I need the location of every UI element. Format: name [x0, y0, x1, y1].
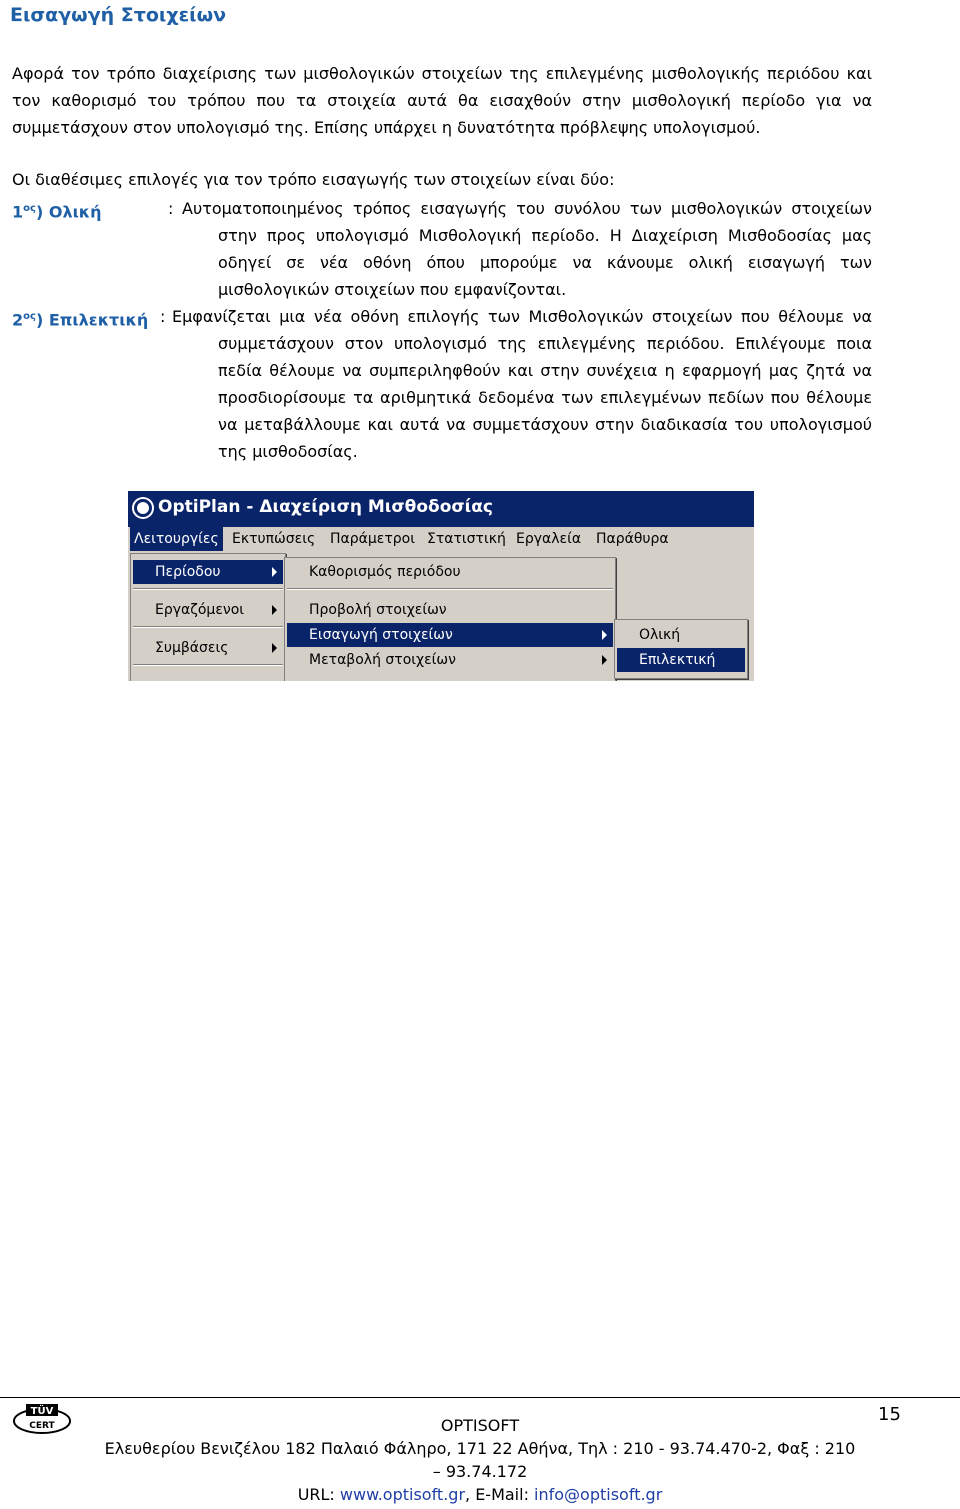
menu-prints[interactable]: Εκτυπώσεις [232, 531, 316, 547]
menu-item-employees[interactable]: Εργαζόμενοι [133, 598, 283, 622]
option-colon: : [168, 199, 174, 218]
app-icon [134, 499, 152, 517]
url-label: URL: [297, 1485, 340, 1504]
menubar [128, 527, 754, 553]
menu-tools[interactable]: Εργαλεία [516, 531, 582, 547]
intro-paragraph: Αφορά τον τρόπο διαχείρισης των μισθολογικών στοιχείων της επιλεγμένης μισθολογικής περιόδου και τον καθορισμό του τρόπου που τα στοιχεία αυτά θα εισαχθούν στην μισθολογική περίοδο για να συμμετάσχουν στον υπολογισμό της. Επίσης υπάρχει η δυνατότητα πρόβλεψης υπολογισμού. [12, 64, 872, 137]
option-colon: : [160, 307, 166, 326]
menu-item-view-data[interactable]: Προβολή στοιχείων [309, 602, 447, 618]
contact-line [0, 1483, 960, 1506]
company-name: OPTISOFT [440, 1416, 520, 1435]
window-titlebar [128, 491, 754, 527]
menu-level3 [614, 619, 748, 679]
options-intro: Οι διαθέσιμες επιλογές για τον τρόπο εισαγωγής των στοιχείων είναι δύο: [12, 170, 615, 189]
submenu-arrow-icon [272, 643, 277, 653]
menu-item-contracts[interactable]: Συμβάσεις [133, 636, 283, 660]
email-label: , E-Mail: [465, 1485, 535, 1504]
submenu-arrow-icon [272, 605, 277, 615]
submenu-arrow-icon [272, 567, 277, 577]
menu-statistics[interactable]: Στατιστική [427, 531, 506, 547]
menu-separator [133, 588, 283, 590]
menu-separator [133, 626, 283, 628]
submenu-arrow-icon [602, 630, 607, 640]
menu-level1 [130, 553, 286, 681]
menu-level2 [284, 557, 616, 681]
page-number: 15 [878, 1404, 901, 1425]
menu-item-modify-data[interactable]: Μεταβολή στοιχείων [287, 648, 613, 672]
menu-item-selective[interactable]: Επιλεκτική [617, 648, 745, 672]
menu-windows[interactable]: Παράθυρα [596, 531, 669, 547]
menu-parameters[interactable]: Παράμετροι [330, 531, 415, 547]
submenu-arrow-icon [602, 655, 607, 665]
option-label: $2^{o\varsigma}$) Επιλεκτική [12, 310, 149, 330]
app-screenshot [128, 491, 754, 681]
menu-item-define-period[interactable]: Καθορισμός περιόδου [309, 564, 461, 580]
website-link[interactable]: www.optisoft.gr [339, 1485, 466, 1504]
menu-item-total[interactable]: Ολική [639, 627, 681, 643]
footer [0, 1414, 960, 1506]
menu-separator [287, 588, 613, 590]
footer-rule [0, 1397, 960, 1398]
menu-item-period[interactable]: Περίοδου [133, 560, 283, 584]
menu-functions[interactable]: Λειτουργίες [130, 527, 223, 551]
option-label: $1^{o\varsigma}$) Ολική [12, 202, 102, 222]
company-address: Ελευθερίου Βενιζέλου 182 Παλαιό Φάληρο, 171 22 Αθήνα, Τηλ : 210 - 93.74.470-2, Φαξ : 210 – 93.74.172 [104, 1439, 856, 1481]
menu-item-import-data[interactable]: Εισαγωγή στοιχείων [287, 623, 613, 647]
page-title: Εισαγωγή Στοιχείων [10, 4, 227, 26]
option-description: Εμφανίζεται μια νέα οθόνη επιλογής των Μισθολογικών στοιχείων που θέλουμε να συμμετάσχουν στον υπολογισμό της επιλεγμένης περιόδου. Επιλέγουμε ποια πεδία θέλουμε να συμπεριληφθούν και στην συνέχεια η εφαρμογή μας ζητά να προσδιορίσουμε τα αριθμητικά δεδομένα των επιλεγμένων πεδίων που θέλουμε να μεταβάλλουμε και αυτά να συμμετάσχουν στην διαδικασία του υπολογισμού της μισθοδοσίας. [172, 307, 872, 461]
window-title: OptiPlan - Διαχείριση Μισθοδοσίας [158, 497, 494, 517]
option-description: Αυτοματοποιημένος τρόπος εισαγωγής του συνόλου των μισθολογικών στοιχείων στην προς υπολογισμό Μισθολογική περίοδο. Η Διαχείριση Μισθοδοσίας μας οδηγεί σε νέα οθόνη όπου μπορούμε να κάνουμε ολική εισαγωγή των μισθολογικών στοιχείων που εμφανίζονται. [182, 199, 872, 299]
email-link[interactable]: info@optisoft.gr [534, 1485, 663, 1504]
svg-text:CERT: CERT [29, 1421, 55, 1431]
menu-separator [133, 664, 283, 666]
svg-text:TÜV: TÜV [30, 1406, 54, 1417]
